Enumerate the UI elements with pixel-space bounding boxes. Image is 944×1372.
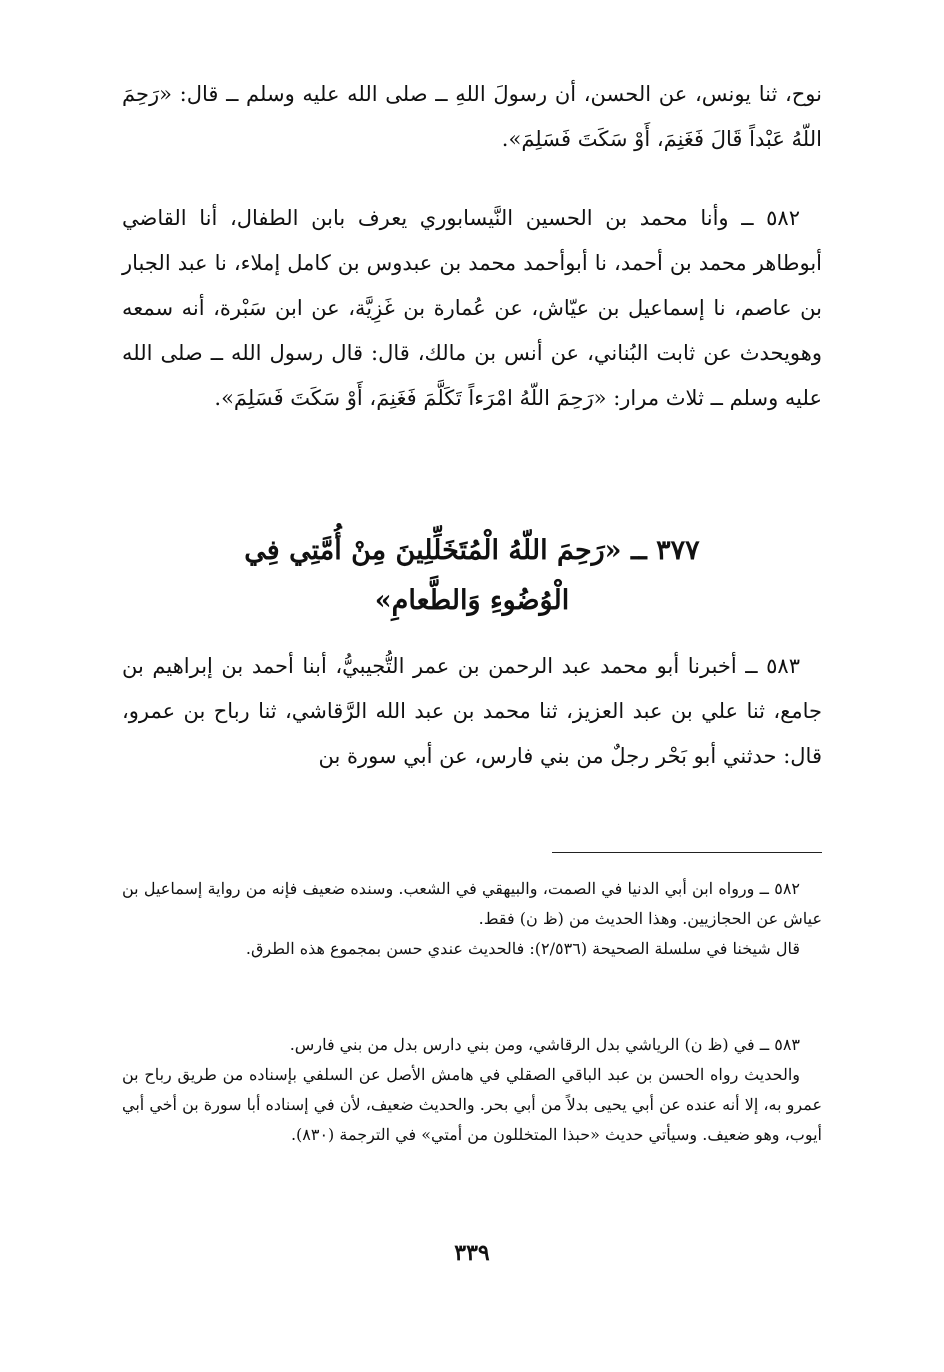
paragraph-text: ٥٨٢ ــ وأنا محمد بن الحسين النَّيسابوري يعرف بابن الطفال، أنا القاضي أبوطاهر محمد بن أحمد، نا أبوأحمد محمد بن عبدوس بن كامل إملاء، نا عبد الجبار بن عاصم، نا إسماعيل بن عيّاش، عن عُمارة بن غَزِيَّة، عن ابن سَبْرة، أنه سمعه وهويحدث عن ثابت البُناني، عن أنس بن مالك، قال: قال رسول الله ــ صلى الله عليه وسلم ــ ثلاث مرار: «رَحِمَ اللّهُ امْرَءاً تَكَلَّمَ فَغَنِمَ، أَوْ سَكَتَ فَسَلِمَ». bbox=[122, 206, 822, 410]
chapter-heading-377 bbox=[122, 526, 822, 626]
footnote-583 bbox=[122, 1030, 822, 1150]
body-paragraph-continuation bbox=[122, 72, 822, 162]
footnote-text: ٥٨٣ ــ في (ظ ن) الرياشي بدل الرقاشي، ومن بني دارس بدل من بني فارس. bbox=[289, 1035, 800, 1054]
heading-line-2: الْوُضُوءِ وَالطَّعامِ» bbox=[374, 585, 570, 616]
page-number: ٣٣٩ bbox=[454, 1240, 490, 1266]
body-paragraph-582 bbox=[122, 196, 822, 421]
heading-line-1: ٣٧٧ ــ «رَحِمَ اللّهُ الْمُتَخَلِّلِينَ مِنْ أُمَّتِي فِي bbox=[244, 535, 700, 566]
paragraph-text: ٥٨٣ ــ أخبرنا أبو محمد عبد الرحمن بن عمر التُّجيبيُّ، أبنا أحمد بن إبراهيم بن جامع، ثنا علي بن عبد العزيز، ثنا محمد بن عبد الله الرَّقاشي، ثنا رباح بن عمرو، قال: حدثني أبو بَحْر رجلٌ من بني فارس، عن أبي سورة بن bbox=[122, 654, 822, 768]
footnote-582 bbox=[122, 874, 822, 964]
footnote-text: ٥٨٢ ــ ورواه ابن أبي الدنيا في الصمت، والبيهقي في الشعب. وسنده ضعيف فإنه من رواية إسماعيل بن عياش عن الحجازيين. وهذا الحديث من (ظ ن) فقط. bbox=[122, 879, 822, 928]
footnote-text: والحديث رواه الحسن بن عبد الباقي الصقلي في هامش الأصل عن السلفي بإسناده من طريق رباح بن عمرو به، إلا أنه عنده عن أبي يحيى بدلاً من أبي بحر. والحديث ضعيف، لأن في إسناده أبا سورة بن أخي أبي أيوب، وهو ضعيف. وسيأتي حديث «حبذا المتخللون من أمتي» في الترجمة (٨٣٠). bbox=[122, 1065, 822, 1144]
footnote-text: قال شيخنا في سلسلة الصحيحة (٢/٥٣٦): فالحديث عندي حسن بمجموع هذه الطرق. bbox=[245, 939, 800, 958]
footnote-separator bbox=[552, 852, 822, 853]
paragraph-text: نوح، ثنا يونس، عن الحسن، أن رسولَ اللهِ ــ صلى الله عليه وسلم ــ قال: «رَحِمَ اللّهُ عَبْداً قَالَ فَغَنِمَ، أَوْ سَكَتَ فَسَلِمَ». bbox=[122, 82, 822, 151]
body-paragraph-583 bbox=[122, 644, 822, 779]
